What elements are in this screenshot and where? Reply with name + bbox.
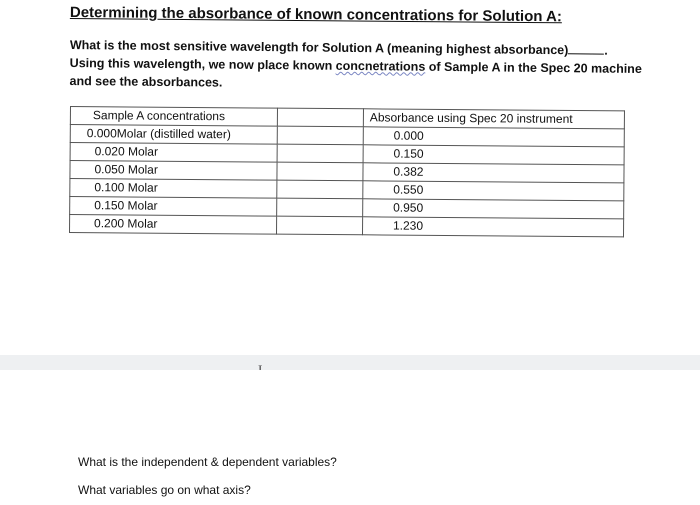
table-row	[70, 215, 624, 237]
question-variables: What is the independent & dependent variables?	[78, 455, 337, 469]
cell-absorbance: 0.550	[363, 181, 624, 201]
header-concentration: Sample A concentrations	[70, 107, 277, 127]
cell-concentration: 0.200 Molar	[70, 215, 277, 235]
spelling-error-word[interactable]: concnetrations	[335, 58, 426, 74]
cell-spacer	[276, 216, 362, 235]
cell-spacer	[277, 162, 363, 181]
absorbance-table	[69, 106, 625, 237]
cell-spacer	[277, 144, 363, 163]
cell-absorbance: 0.950	[363, 199, 624, 219]
cell-spacer	[276, 180, 362, 199]
cell-concentration: 0.020 Molar	[70, 143, 277, 163]
instructions-paragraph	[69, 36, 650, 96]
cell-spacer	[277, 126, 363, 145]
cell-concentration: 0.050 Molar	[70, 161, 277, 181]
cell-concentration: 0.100 Molar	[70, 179, 277, 199]
instruction-line-1: What is the most sensitive wavelength for Solution A (meaning highest absorbance) .	[69, 37, 608, 58]
instruction-line-3: and see the absorbances.	[69, 73, 223, 90]
cell-absorbance: 1.230	[362, 217, 623, 237]
cell-absorbance: 0.382	[363, 163, 624, 183]
instruction-line-2: Using this wavelength, we now place known concnetrations of Sample A in the Spec 20 machine	[69, 55, 642, 76]
cell-spacer	[276, 198, 362, 217]
header-absorbance: Absorbance using Spec 20 instrument	[363, 109, 624, 129]
cell-concentration: 0.000Molar (distilled water)	[70, 125, 277, 145]
page-title: Determining the absorbance of known concentrations for Solution A:	[69, 4, 562, 26]
cell-absorbance: 0.000	[363, 127, 624, 147]
cell-concentration: 0.150 Molar	[70, 197, 277, 217]
cell-absorbance: 0.150	[363, 145, 624, 165]
question-axes: What variables go on what axis?	[78, 483, 251, 497]
header-spacer	[277, 108, 363, 127]
answer-blank[interactable]	[568, 43, 604, 54]
